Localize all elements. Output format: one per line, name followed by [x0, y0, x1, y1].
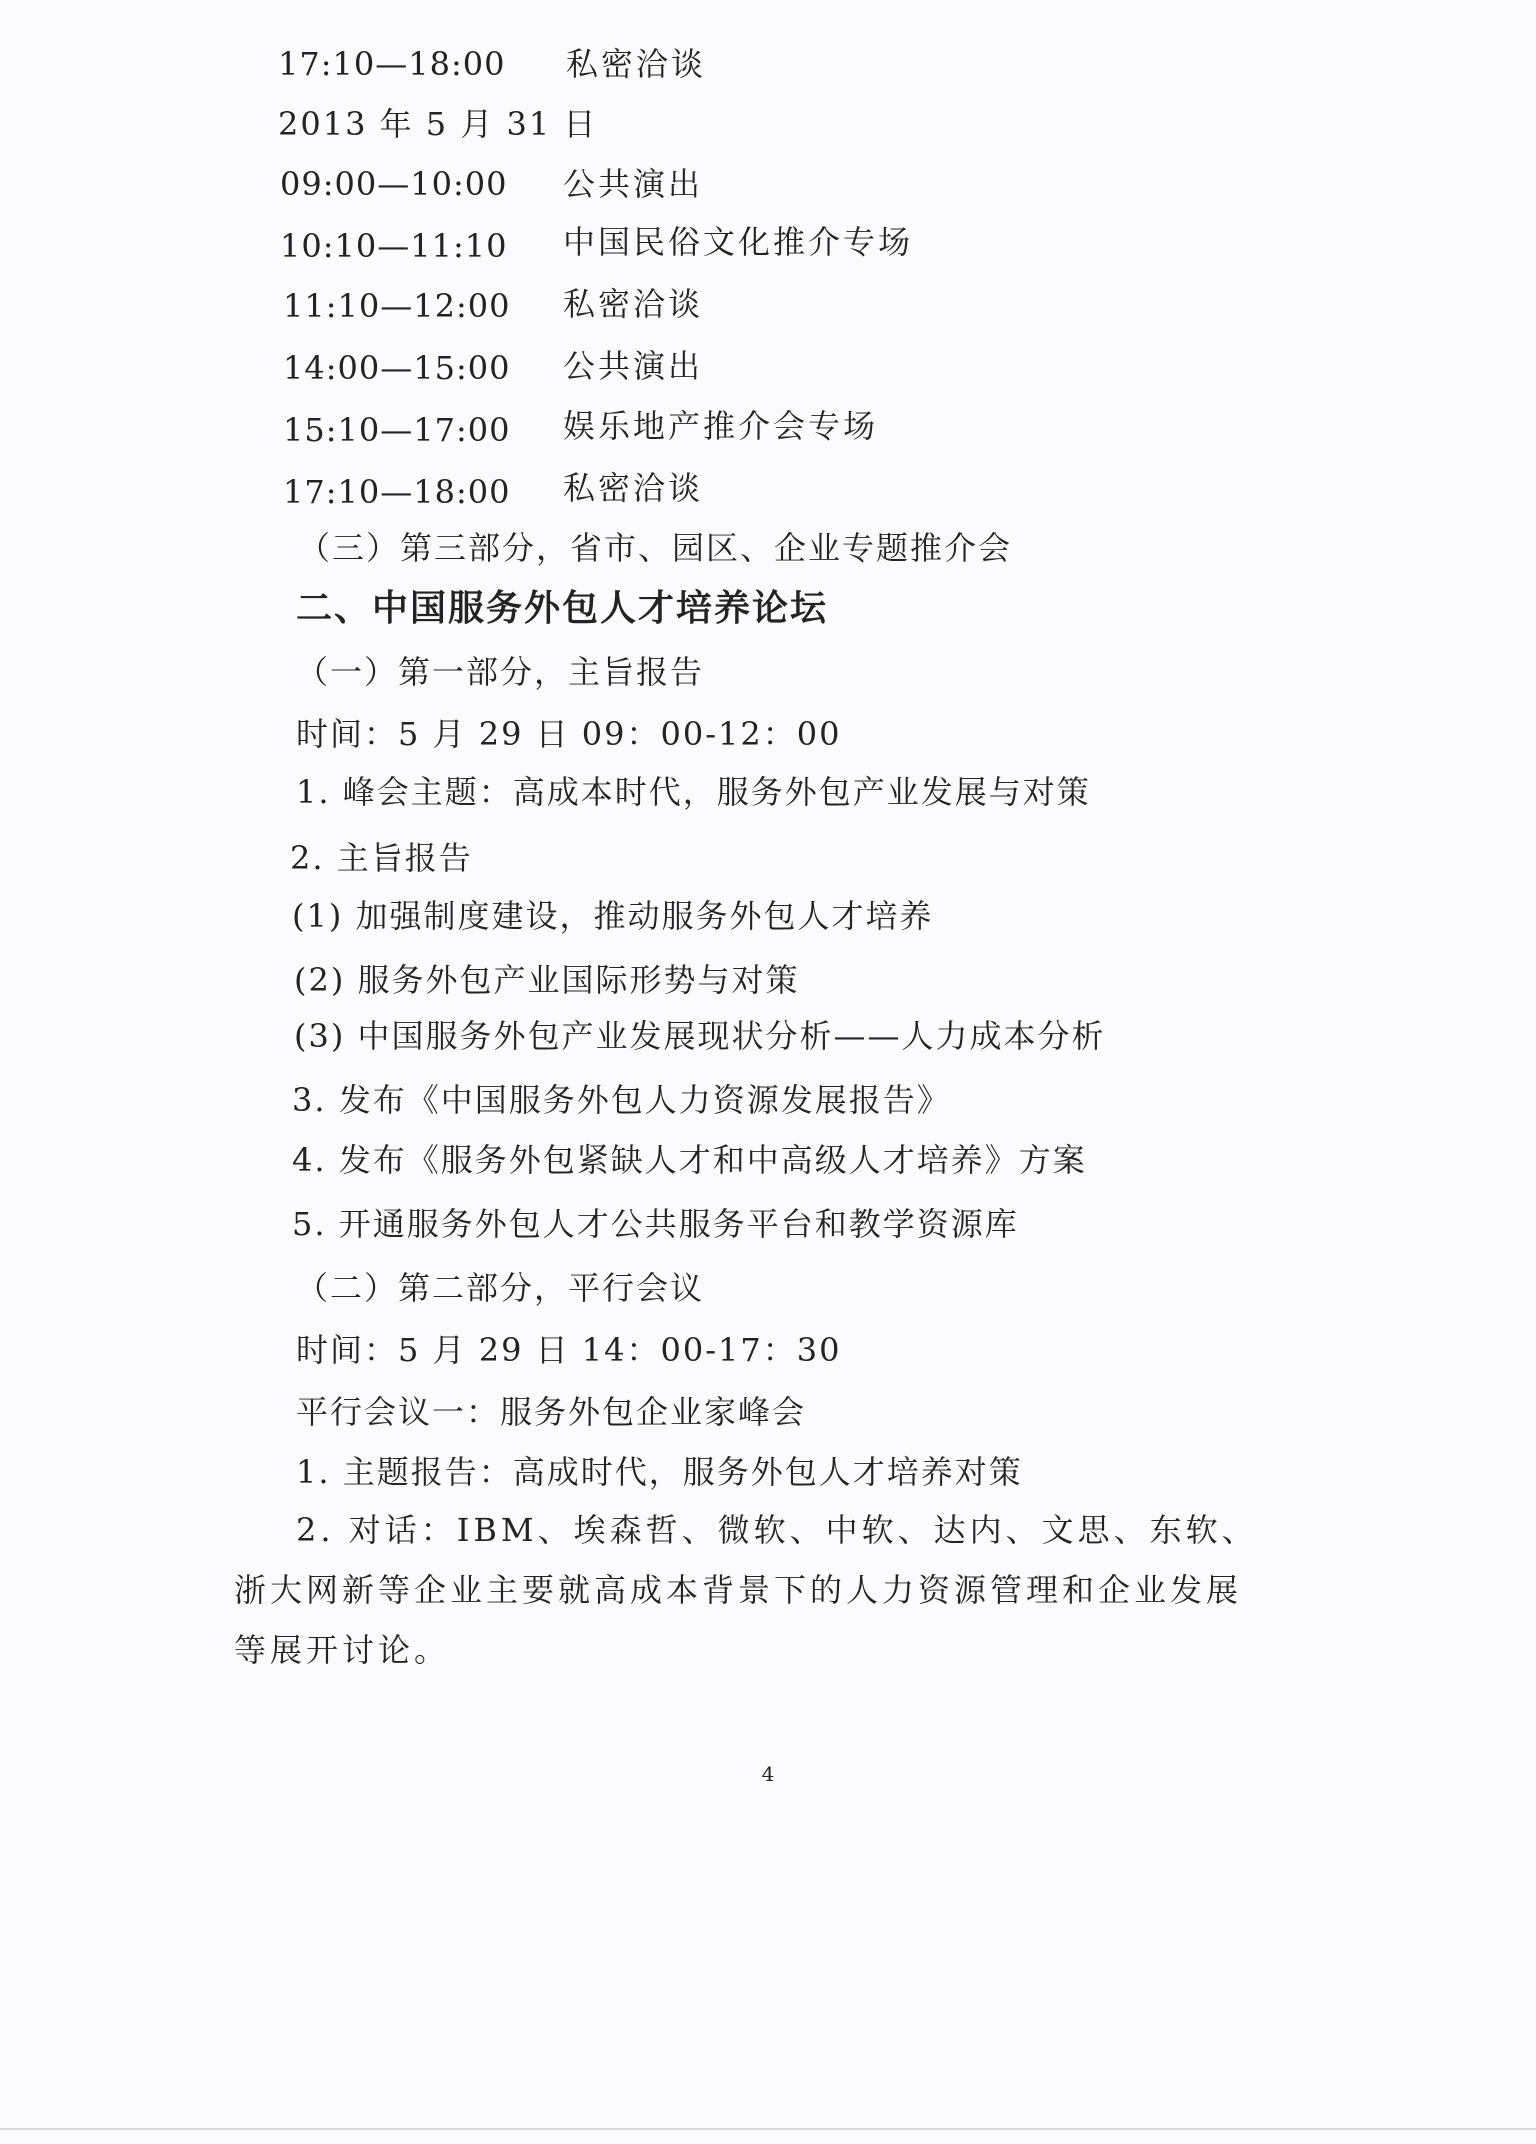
date-line: 2013 年 5 月 31 日 — [278, 105, 598, 143]
schedule-activity: 私密洽谈 — [563, 285, 704, 323]
part1-item: 5. 开通服务外包人才公共服务平台和教学资源库 — [292, 1205, 1019, 1243]
part3-heading: （三）第三部分，省市、园区、企业专题推介会 — [298, 529, 1013, 567]
part1-item: (2) 服务外包产业国际形势与对策 — [294, 961, 800, 999]
section-title: 二、中国服务外包人才培养论坛 — [296, 587, 829, 629]
part2-heading: （二）第二部分，平行会议 — [296, 1269, 705, 1307]
schedule-time: 10:10—11:10 — [280, 227, 508, 265]
schedule-time: 09:00—10:00 — [280, 165, 508, 203]
schedule-activity: 公共演出 — [563, 347, 704, 385]
part1-item: 3. 发布《中国服务外包人力资源发展报告》 — [292, 1081, 951, 1119]
parallel1-dialogue-paragraph: 2. 对话：IBM、埃森哲、微软、中软、达内、文思、东软、浙大网新等企业主要就高成本背景下的人力资源管理和企业发展等展开讨论。 — [234, 1511, 1258, 1669]
schedule-activity: 公共演出 — [563, 165, 704, 203]
part1-time: 时间：5 月 29 日 09：00-12：00 — [296, 715, 842, 753]
schedule-time: 17:10—18:00 — [278, 45, 506, 83]
part2-time: 时间：5 月 29 日 14：00-17：30 — [296, 1331, 842, 1369]
part1-heading: （一）第一部分，主旨报告 — [296, 653, 705, 691]
schedule-activity: 私密洽谈 — [566, 45, 707, 83]
schedule-time: 11:10—12:00 — [283, 287, 511, 325]
part1-item: (1) 加强制度建设，推动服务外包人才培养 — [292, 897, 934, 935]
schedule-activity: 中国民俗文化推介专场 — [563, 223, 914, 261]
schedule-time: 17:10—18:00 — [283, 473, 511, 511]
part1-item: 2. 主旨报告 — [290, 839, 473, 877]
page-number: 4 — [761, 1762, 775, 1786]
parallel1-title: 平行会议一：服务外包企业家峰会 — [296, 1393, 807, 1431]
schedule-activity: 娱乐地产推介会专场 — [563, 407, 879, 445]
schedule-activity: 私密洽谈 — [563, 469, 704, 507]
schedule-time: 15:10—17:00 — [283, 411, 511, 449]
parallel1-item: 1. 主题报告：高成时代，服务外包人才培养对策 — [296, 1453, 1023, 1491]
scan-edge-divider — [0, 2128, 1536, 2130]
schedule-time: 14:00—15:00 — [283, 349, 511, 387]
part1-item: 4. 发布《服务外包紧缺人才和中高级人才培养》方案 — [292, 1141, 1087, 1179]
part1-item: 1. 峰会主题：高成本时代，服务外包产业发展与对策 — [296, 773, 1091, 811]
part1-item: (3) 中国服务外包产业发展现状分析——人力成本分析 — [294, 1017, 1106, 1055]
